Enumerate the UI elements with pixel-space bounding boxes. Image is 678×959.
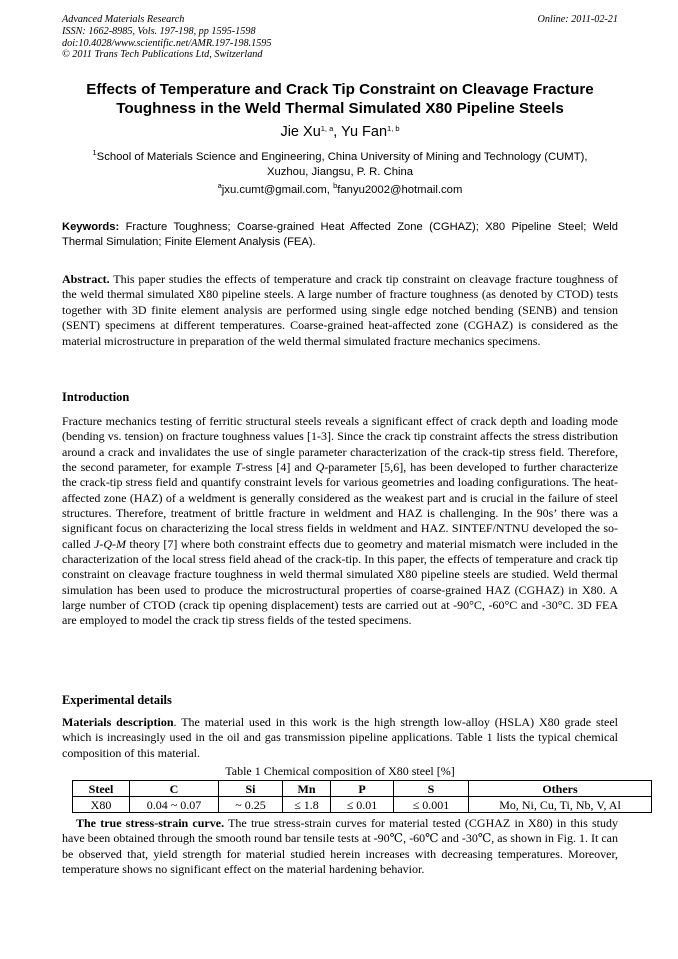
author-emails — [62, 181, 618, 196]
table-cell: 0.04 ~ 0.07 — [130, 797, 219, 813]
abstract-block — [62, 272, 618, 349]
table-header-cell: C — [130, 781, 219, 797]
affiliation-line-2: Xuzhou, Jiangsu, P. R. China — [266, 166, 414, 178]
table-caption: Table 1 Chemical composition of X80 steel [%] — [225, 764, 455, 778]
introduction-paragraph — [62, 414, 618, 629]
title-line-2: Toughness in the Weld Thermal Simulated X80 Pipeline Steels — [116, 100, 564, 117]
email-b-mark: b — [333, 181, 338, 190]
table-header-cell: Steel — [73, 781, 130, 797]
table-header-cell: P — [331, 781, 394, 797]
author-2-mark: 1, b — [387, 124, 400, 133]
email-a[interactable]: jxu.cumt@gmail.com, — [221, 184, 334, 196]
table-cell: ≤ 0.01 — [331, 797, 394, 813]
table-cell: X80 — [73, 797, 130, 813]
section-heading-experimental: Experimental details — [62, 693, 172, 707]
intro-q-symbol: Q — [315, 460, 325, 475]
table-header-row — [73, 781, 652, 797]
online-date: Online: 2011-02-21 — [537, 14, 618, 25]
author-list — [62, 124, 618, 140]
table-cell: Mo, Ni, Cu, Ti, Nb, V, Al — [469, 797, 652, 813]
author-1: Jie Xu — [280, 124, 321, 140]
stress-strain-label: The true stress-strain curve. — [76, 816, 225, 830]
issn-line: ISSN: 1662-8985, Vols. 197-198, pp 1595-1598 — [62, 25, 256, 37]
materials-text: . The material used in this work is the high strength low-alloy (HSLA) X80 grade steel which is increasingly used in the oil and gas transmission pipeline applications. Table 1 lists the typical chemical composition of this material. — [62, 715, 618, 760]
intro-text-1: Fracture mechanics testing of ferritic structural steels reveals a significant effect of crack depth and loading mode (bending vs. tension) on fracture toughness values [1-3]. Since the crack tip constraint affects the stress distribution around a crack and invalidates the use of single parameter characterization of the crack-tip stress field. Therefore, the second parameter, for example — [62, 414, 618, 475]
table-cell: ≤ 1.8 — [283, 797, 331, 813]
email-b[interactable]: fanyu2002@hotmail.com — [337, 184, 463, 196]
table-header-cell: Si — [219, 781, 283, 797]
paper-title — [62, 80, 618, 118]
affiliation-mark: 1 — [92, 148, 97, 157]
keywords-label: Keywords: — [62, 221, 120, 233]
table-header-cell: S — [394, 781, 469, 797]
title-line-1: Effects of Temperature and Crack Tip Constraint on Cleavage Fracture — [86, 81, 594, 98]
affiliation-line-1: School of Materials Science and Engineering, China University of Mining and Technology (CUMT), — [96, 151, 588, 163]
table-cell: ~ 0.25 — [219, 797, 283, 813]
affiliation — [62, 150, 618, 180]
email-a-mark: a — [217, 181, 222, 190]
keywords-block — [62, 220, 618, 249]
table-cell: ≤ 0.001 — [394, 797, 469, 813]
intro-text-3: -parameter [5,6], has been developed to further characterize the crack-tip stress field and quantify constraint levels for various geometries and loading configurations. The heat-affected zone (HAZ) of a weldment is generally considered as the weakest part and is crucial in the failure of steel structures. Therefore, treatment of brittle fracture in weldment and HAZ is challenging. In the 90s’ there was a significant focus on characterizing the local stress fields in weldment and HAZ. SINTEF/NTNU developed the so-called — [62, 460, 618, 551]
stress-strain-text: The true stress-strain curves for material tested (CGHAZ in X80) in this study have been obtained through the smooth round bar tensile tests at -90℃, -60℃ and -30℃, as shown in Fig. 1. It can be observed that, yield strength for material studied herein increases with decreasing temperatures. Moreover, temperature shows no significant effect on the material hardening behavior. — [62, 816, 619, 877]
section-heading-introduction: Introduction — [62, 390, 130, 404]
intro-text-2: -stress [4] and — [241, 460, 316, 475]
running-header — [62, 14, 618, 61]
doi-line: doi:10.4028/www.scientific.net/AMR.197-198.1595 — [62, 37, 272, 49]
table-row — [73, 797, 652, 813]
composition-table — [72, 780, 652, 813]
author-2: Yu Fan — [341, 124, 388, 140]
intro-jqm-symbol: J-Q-M — [94, 536, 126, 551]
abstract-label: Abstract. — [62, 272, 110, 286]
table-header-cell: Others — [469, 781, 652, 797]
table-header-cell: Mn — [283, 781, 331, 797]
author-1-mark: 1, a — [320, 124, 334, 133]
keywords-text: Fracture Toughness; Coarse-grained Heat Affected Zone (CGHAZ); X80 Pipeline Steel; Weld Thermal Simulation; Finite Element Analysis (FEA). — [62, 221, 618, 248]
intro-t-symbol: T — [235, 460, 242, 475]
materials-paragraph — [62, 715, 618, 761]
author-separator: , — [333, 124, 342, 140]
abstract-text: This paper studies the effects of temperature and crack tip constraint on cleavage fracture toughness of the weld thermal simulated X80 pipeline steels. A large number of fracture toughness (as denoted by CTOD) tests together with 3D finite element analysis are performed using single edge notched bending (SENB) and tension (SENT) specimens at different temperatures. Coarse-grained heat-affected zone (CGHAZ) is considered as the material microstructure in preparation of the weld thermal simulated fracture mechanics specimens. — [62, 272, 618, 348]
materials-label: Materials description — [62, 715, 174, 729]
copyright-line: © 2011 Trans Tech Publications Ltd, Switzerland — [62, 49, 263, 61]
stress-strain-paragraph — [62, 816, 618, 878]
intro-text-4: theory [7] where both constraint effects due to geometry and material mismatch were included in the characterization of the local stress field ahead of the crack-tip. In this paper, the effects of temperature and crack tip constraint on cleavage fracture toughness in weld thermal simulated X80 pipeline steels are studied. Weld thermal simulation has been used to produce the microstructural properties of coarse-grained HAZ (CGHAZ) in X80. A large number of CTOD (crack tip opening displacement) tests are carried out at -90°C, -60°C and -30°C. 3D FEA are employed to model the crack tip stress fields of the tested specimens. — [62, 536, 618, 628]
journal-name: Advanced Materials Research — [62, 14, 185, 25]
